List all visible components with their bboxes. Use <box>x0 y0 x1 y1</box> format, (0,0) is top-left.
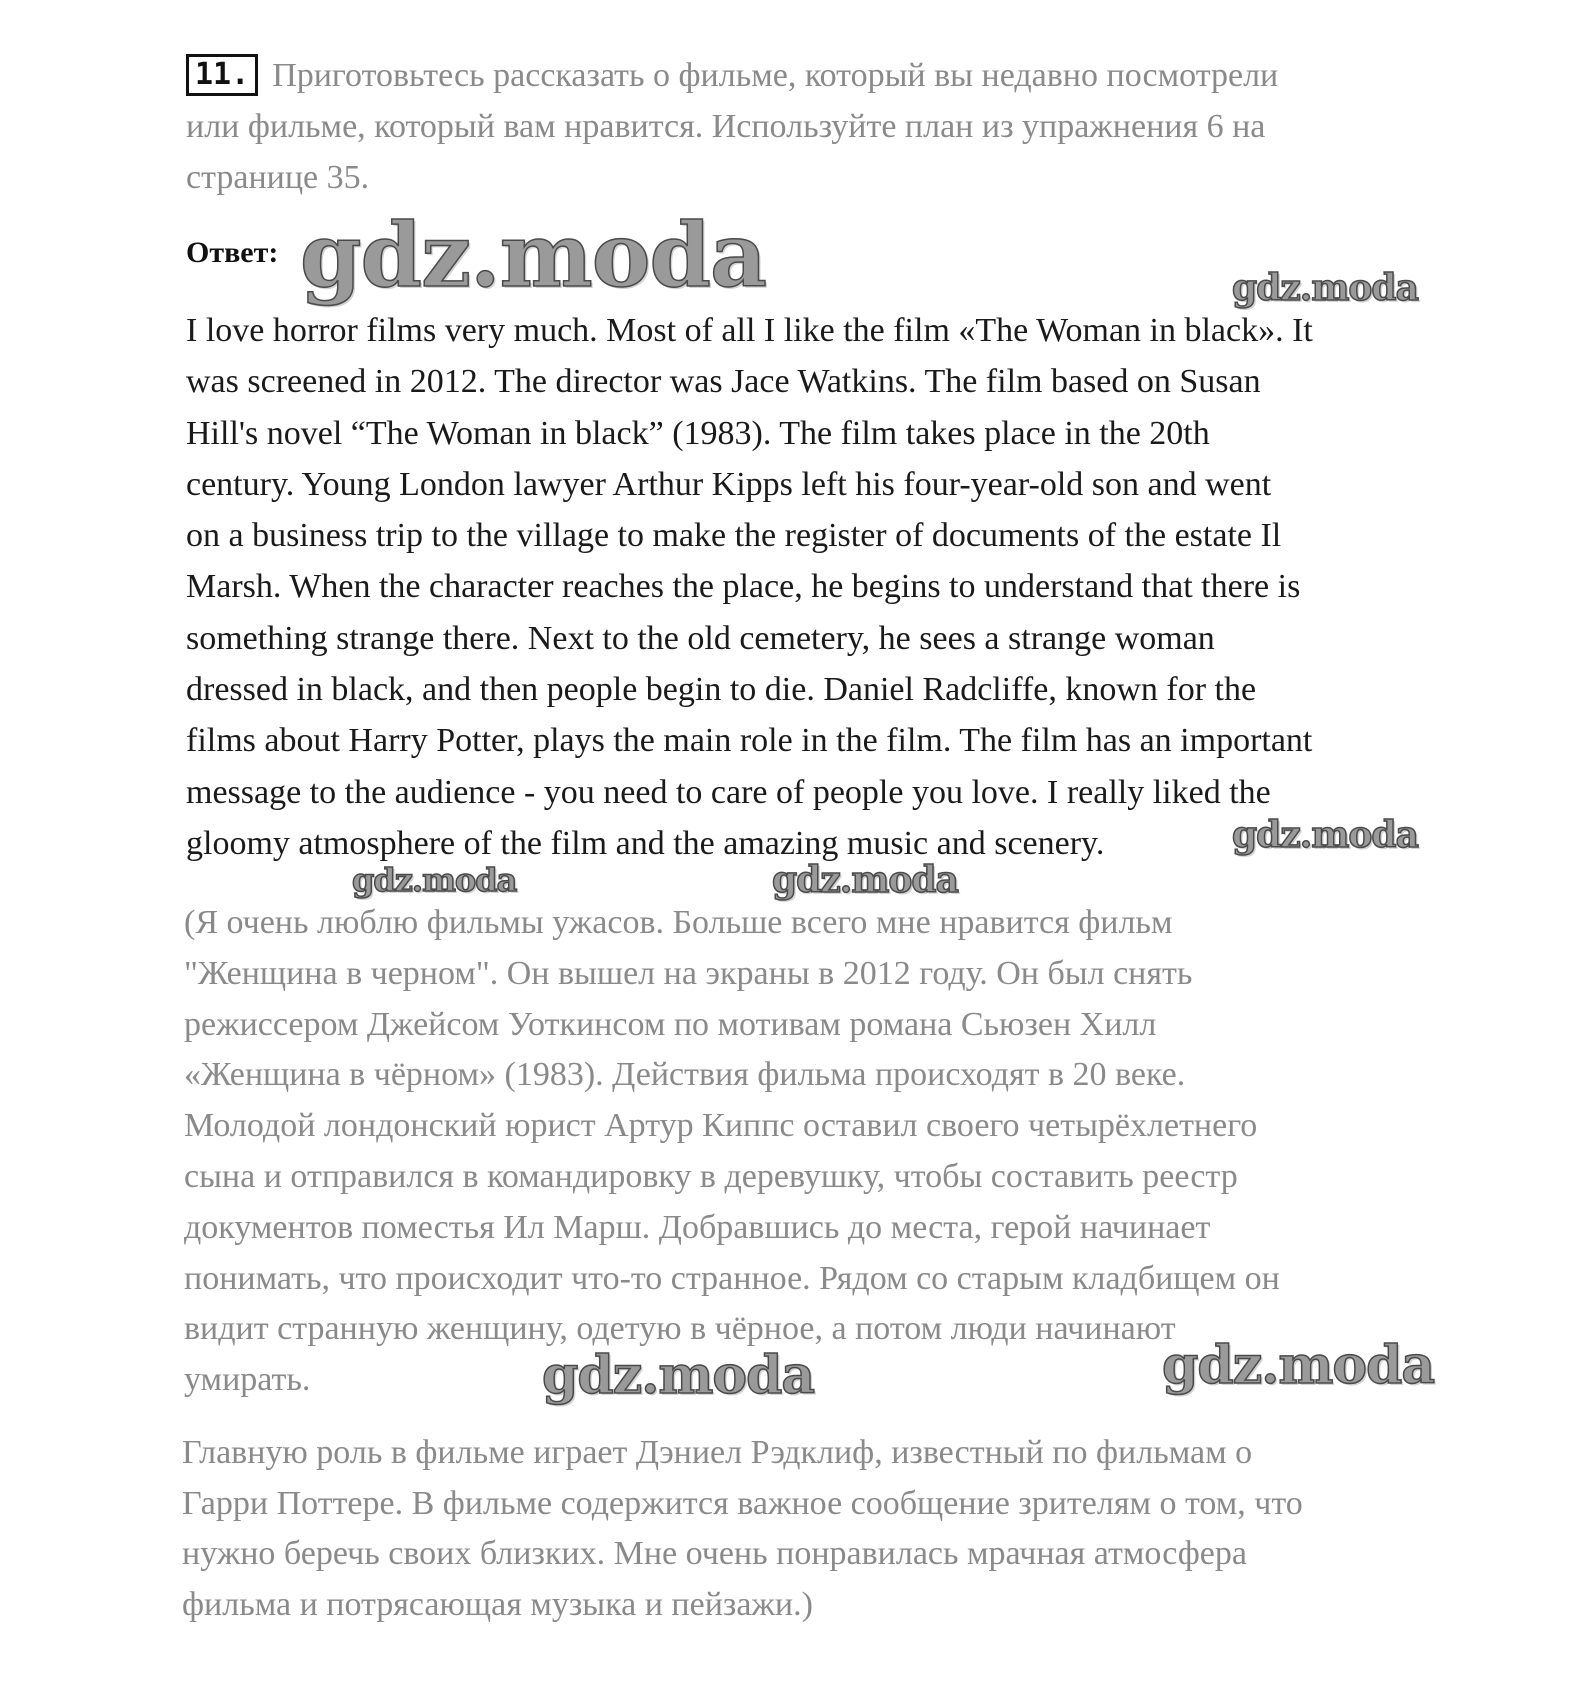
watermark-logo: gdz.moda <box>352 861 517 899</box>
english-line: Marsh. When the character reaches the place, he begins to understand that there is <box>186 568 1301 606</box>
watermark-logo: gdz.moda <box>542 1345 815 1406</box>
task-number: 11. <box>186 54 258 96</box>
english-line: was screened in 2012. The director was Jace Watkins. The film based on Susan <box>186 363 1261 401</box>
watermark-logo: gdz.moda <box>772 859 958 901</box>
russian-line: нужно беречь своих близких. Мне очень понравилась мрачная атмосфера <box>182 1535 1247 1573</box>
english-line: Hill's novel “The Woman in black” (1983). The film takes place in the 20th <box>186 414 1210 452</box>
watermark-logo: gdz.moda <box>1232 814 1418 856</box>
russian-line: (Я очень люблю фильмы ужасов. Больше всего мне нравится фильм <box>184 904 1173 941</box>
task-line-1 <box>186 50 1446 101</box>
watermark-logo: gdz.moda <box>1162 1335 1435 1396</box>
watermark-logo: gdz.moda <box>1232 267 1418 309</box>
russian-line: Главную роль в фильме играет Дэниел Рэдклиф, известный по фильмам о <box>182 1434 1253 1471</box>
russian-line: фильма и потрясающая музыка и пейзажи.) <box>182 1586 813 1624</box>
russian-line: "Женщина в черном". Он вышел на экраны в 2012 году. Он был снять <box>184 954 1193 992</box>
english-answer <box>186 305 1486 869</box>
russian-line: понимать, что происходит что-то странное. Рядом со старым кладбищем он <box>184 1259 1280 1297</box>
russian-line: Гарри Поттере. В фильме содержится важное сообщение зрителям о том, что <box>182 1484 1303 1522</box>
english-line: films about Harry Potter, plays the main role in the film. The film has an important <box>186 722 1313 760</box>
russian-translation-2 <box>182 1428 1482 1631</box>
english-line: on a business trip to the village to make the register of documents of the estate Il <box>186 517 1282 555</box>
russian-line: документов поместья Ил Марш. Добравшись до места, герой начинает <box>184 1208 1211 1246</box>
watermark-logo: gdz.moda <box>300 203 767 307</box>
english-line: century. Young London lawyer Arthur Kipps left his four-year-old son and went <box>186 465 1272 503</box>
russian-line: режиссером Джейсом Уоткинсом по мотивам романа Сьюзен Хилл <box>184 1005 1157 1043</box>
english-line: dressed in black, and then people begin to die. Daniel Radcliffe, known for the <box>186 671 1257 709</box>
task-line-1-text: Приготовьтесь рассказать о фильме, который вы недавно посмотрели <box>272 57 1279 94</box>
russian-line: сына и отправился в командировку в деревушку, чтобы составить реестр <box>184 1157 1238 1195</box>
task-line-2: или фильме, который вам нравится. Используйте план из упражнения 6 на <box>186 108 1266 145</box>
answer-label: Ответ: <box>186 236 279 269</box>
task-line-3: странице 35. <box>186 159 370 196</box>
russian-line: «Женщина в чёрном» (1983). Действия фильма происходят в 20 веке. <box>184 1056 1186 1094</box>
russian-line: умирать. <box>184 1361 311 1399</box>
russian-line: видит странную женщину, одетую в чёрное, а потом люди начинают <box>184 1310 1176 1348</box>
russian-line: Молодой лондонский юрист Артур Киппс оставил своего четырёхлетнего <box>184 1107 1258 1145</box>
english-line: I love horror films very much. Most of all I like the film «The Woman in black». It <box>186 312 1313 349</box>
english-line: gloomy atmosphere of the film and the amazing music and scenery. <box>186 824 1105 862</box>
english-line: message to the audience - you need to care of people you love. I really liked the <box>186 773 1271 811</box>
english-line: something strange there. Next to the old cemetery, he sees a strange woman <box>186 619 1215 657</box>
russian-translation-1 <box>184 898 1484 1406</box>
task-text <box>186 50 1446 203</box>
